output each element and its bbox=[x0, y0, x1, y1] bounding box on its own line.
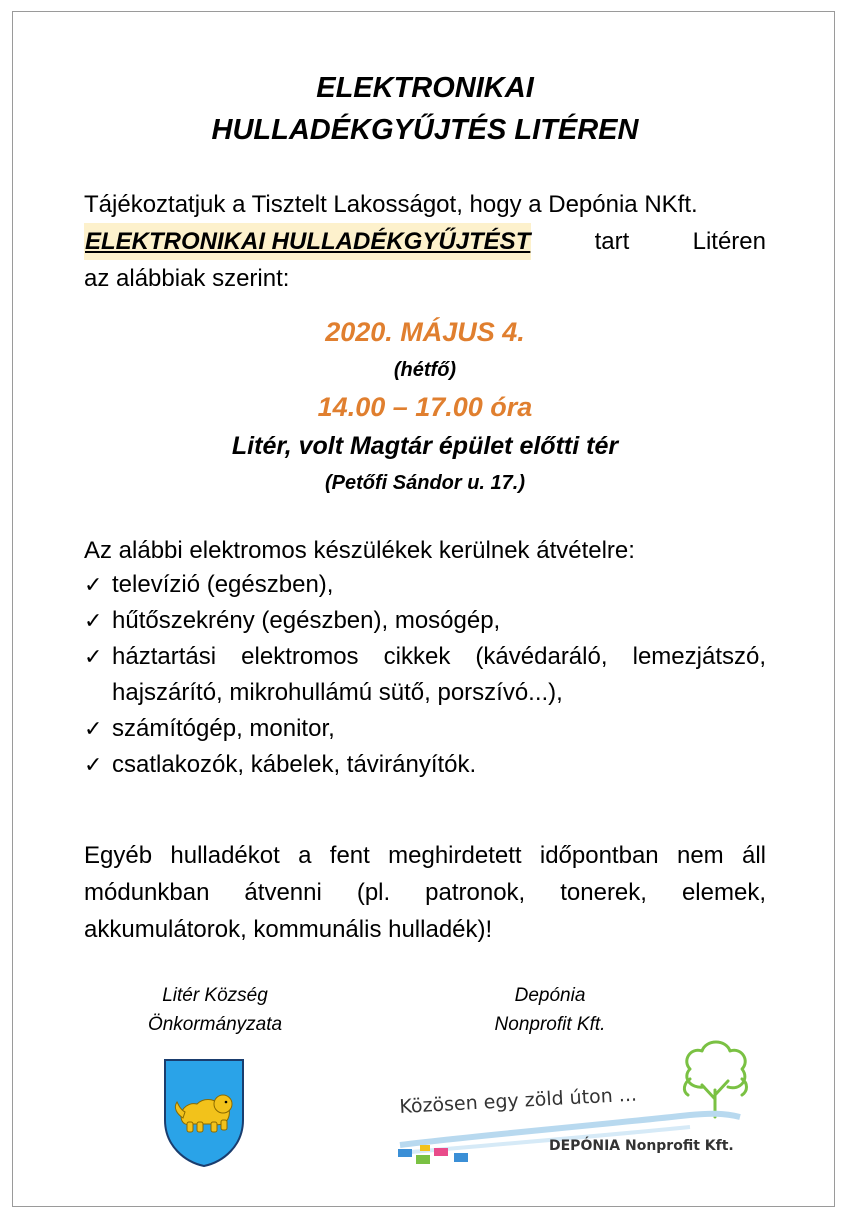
intro-highlight: ELEKTRONIKAI HULLADÉKGYŰJTÉST bbox=[84, 223, 531, 260]
signature-right bbox=[450, 981, 650, 1039]
list-item-text: televízió (egészben), bbox=[112, 571, 334, 598]
intro-line-1: Tájékoztatjuk a Tisztelt Lakosságot, hogy a Depónia NKft. bbox=[84, 191, 698, 218]
check-icon: ✓ bbox=[84, 752, 103, 777]
event-address: (Petőfi Sándor u. 17.) bbox=[324, 472, 526, 494]
event-weekday: (hétfő) bbox=[393, 359, 457, 381]
list-intro: Az alábbi elektromos készülékek kerülnek átvételre: bbox=[84, 537, 635, 564]
event-location: Litér, volt Magtár épület előtti tér bbox=[231, 432, 619, 460]
list-item bbox=[84, 639, 766, 711]
coat-of-arms-lion-icon bbox=[163, 1058, 245, 1168]
title-line-1: ELEKTRONIKAI bbox=[316, 72, 534, 104]
event-date: 2020. MÁJUS 4. bbox=[325, 317, 525, 347]
list-item-text: csatlakozók, kábelek, távirányítók. bbox=[112, 751, 477, 778]
check-icon: ✓ bbox=[84, 716, 103, 741]
title-line-2: HULLADÉKGYŰJTÉS LITÉREN bbox=[211, 114, 639, 146]
signature-left-line-2: Önkormányzata bbox=[147, 1014, 283, 1035]
signature-right-line-2: Nonprofit Kft. bbox=[494, 1014, 606, 1035]
check-icon: ✓ bbox=[84, 608, 103, 633]
intro-paragraph bbox=[84, 186, 766, 297]
intro-word-literen: Litéren bbox=[692, 228, 766, 255]
list-item-text: számítógép, monitor, bbox=[112, 715, 335, 742]
check-icon: ✓ bbox=[84, 644, 103, 669]
list-item bbox=[84, 603, 766, 639]
signature-left-line-1: Litér Község bbox=[162, 985, 268, 1006]
intro-line-3: az alábbiak szerint: bbox=[84, 265, 290, 292]
event-time: 14.00 – 17.00 óra bbox=[317, 392, 533, 422]
list-item bbox=[84, 711, 766, 747]
logo-company-name: DEPÓNIA Nonprofit Kft. bbox=[549, 1138, 734, 1154]
signature-right-line-1: Depónia bbox=[514, 985, 586, 1006]
accepted-items-list bbox=[84, 567, 766, 783]
intro-line-2 bbox=[84, 223, 766, 260]
closing-paragraph: Egyéb hulladékot a fent meghirdetett időpontban nem áll módunkban átvenni (pl. patronok, tonerek, elemek, akkumulátorok, kommunális hulladék)! bbox=[84, 842, 766, 943]
list-item-text: háztartási elektromos cikkek (kávédaráló, lemezjátszó, hajszárító, mikrohullámú sütő, porszívó...), bbox=[112, 643, 766, 706]
list-item-text: hűtőszekrény (egészben), mosógép, bbox=[112, 607, 501, 634]
signature-left bbox=[110, 981, 320, 1039]
logo-slogan: Közösen egy zöld úton ... bbox=[398, 1083, 638, 1118]
intro-word-tart: tart bbox=[594, 228, 630, 255]
list-item bbox=[84, 747, 766, 783]
check-icon: ✓ bbox=[84, 572, 103, 597]
list-item bbox=[84, 567, 766, 603]
